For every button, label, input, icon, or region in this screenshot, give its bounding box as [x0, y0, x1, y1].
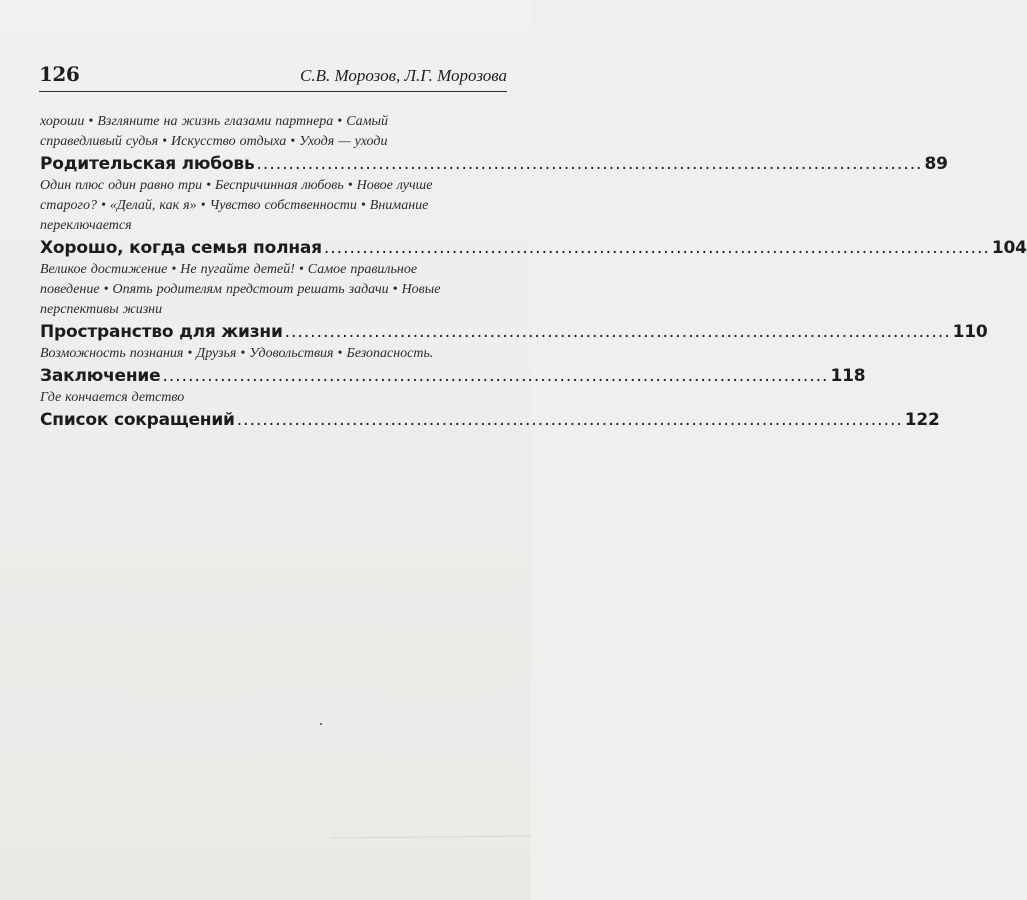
subtopic-line: Один плюс один равно три • Беспричинная любовь • Новое лучше [40, 178, 433, 193]
toc-entry-page: 110 [952, 322, 988, 342]
subtopic-line: хороши • Взгляните на жизнь глазами партнера • Самый [40, 114, 389, 129]
page-number: 126 [39, 62, 80, 86]
toc-entry-page: 89 [924, 154, 948, 174]
dot-leader: ........................................................................................................ [162, 366, 829, 386]
dot-leader: ........................................................................................................ [323, 238, 990, 258]
dot-leader: ........................................................................................................ [284, 322, 951, 342]
running-head-authors: С.В. Морозов, Л.Г. Морозова [300, 66, 507, 85]
subtopic-line: справедливый судья • Искусство отдыха • Уходя — уходи [40, 134, 388, 149]
subtopic-line: Возможность познания • Друзья • Удовольствия • Безопасность. [40, 346, 434, 361]
subtopic-line: переключается [40, 218, 132, 233]
toc-entry-title: Заключение [40, 366, 161, 386]
subtopic-line: поведение • Опять родителям предстоит решать задачи • Новые [40, 282, 441, 297]
dot-leader: ........................................................................................................ [256, 154, 923, 174]
subtopic-line: старого? • «Делай, как я» • Чувство собственности • Внимание [40, 198, 429, 213]
subtopic-line: Где кончается детство [40, 390, 185, 405]
toc-entry-page: 122 [904, 410, 940, 430]
subtopic-line: перспективы жизни [40, 302, 163, 317]
toc-entry-page: 118 [830, 366, 866, 386]
toc-entry-title: Список сокращений [40, 410, 235, 430]
toc-entry-title: Хорошо, когда семья полная [40, 238, 322, 258]
toc-entry-page: 104 [991, 238, 1027, 258]
subtopic-line: Великое достижение • Не пугайте детей! • Самое правильное [40, 262, 418, 277]
toc-entry-title: Родительская любовь [40, 154, 255, 174]
toc-entry-title: Пространство для жизни [40, 322, 283, 342]
dot-leader: ........................................................................................................ [236, 410, 903, 430]
